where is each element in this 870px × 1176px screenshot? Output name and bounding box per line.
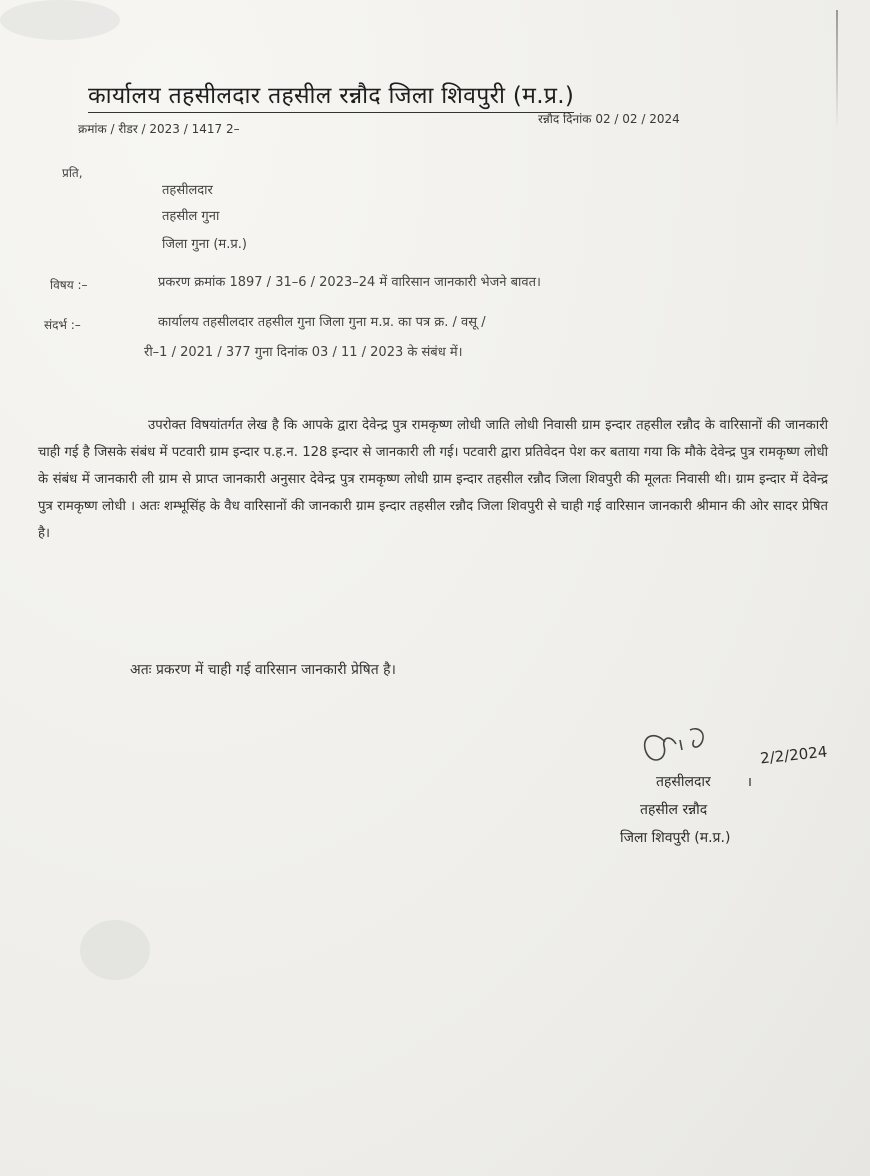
signatory-line-1: तहसीलदार (656, 774, 711, 790)
paper-edge-mark (836, 10, 838, 130)
closing-line: अतः प्रकरण में चाही गई वारिसान जानकारी प्रेषित है। (130, 662, 396, 678)
reference-number: क्रमांक / रीडर / 2023 / 1417 2– (78, 122, 240, 136)
recipient-line-1: तहसीलदार (162, 183, 213, 198)
office-heading: कार्यालय तहसीलदार तहसील रन्नौद जिला शिवपुरी (म.प्र.) (88, 78, 574, 113)
body-paragraph: उपरोक्त विषयांतर्गत लेख है कि आपके द्वारा देवेन्द्र पुत्र रामकृष्ण लोधी जाति लोधी निवासी ग्राम इन्दार तहसील रन्नौद के वारिसानों की जानकारी चाही गई है जिसके संबंध में पटवारी ग्राम इन्दार प.ह.न. 128 इन्दार से जानकारी ली गई। पटवारी द्वारा प्रतिवेदन पेश कर बताया गया कि मौके देवेन्द्र पुत्र रामकृष्ण लोधी के संबंध में जानकारी ली ग्राम से प्राप्त जानकारी अनुसार देवेन्द्र पुत्र रामकृष्ण लोधी ग्राम इन्दार तहसील रन्नौद जिला शिवपुरी की मूलतः निवासी थी। ग्राम इन्दार में देवेन्द्र पुत्र रामकृष्ण लोधी । अतः शम्भूसिंह के वैध वारिसानों की जानकारी ग्राम इन्दार तहसील रन्नौद जिला शिवपुरी से चाही गई वारिसान जानकारी श्रीमान की ओर सादर प्रेषित है। (38, 418, 828, 541)
reference-line-1: कार्यालय तहसीलदार तहसील गुना जिला गुना म.प्र. का पत्र क्र. / वसू / (158, 315, 486, 330)
reference-label: संदर्भ :– (44, 318, 81, 332)
recipient-line-3: जिला गुना (म.प्र.) (162, 237, 247, 252)
signature-block (610, 720, 860, 870)
signatory-line-2: तहसील रन्नौद (640, 802, 708, 818)
paper-smudge (0, 0, 120, 40)
letter-date: रन्नौद दिनांक 02 / 02 / 2024 (538, 112, 680, 126)
reference-line-2: री–1 / 2021 / 377 गुना दिनांक 03 / 11 / 2023 के संबंध में। (144, 345, 463, 360)
recipient-line-2: तहसील गुना (162, 209, 220, 224)
paper-smudge (80, 920, 150, 980)
signature-date: 2/2/2024 (759, 742, 829, 768)
signatory-line-3: जिला शिवपुरी (म.प्र.) (620, 830, 731, 846)
subject-text: प्रकरण क्रमांक 1897 / 31–6 / 2023–24 में वारिसान जानकारी भेजने बावत। (158, 275, 541, 290)
to-label: प्रति, (62, 166, 83, 180)
subject-label: विषय :– (50, 278, 88, 292)
